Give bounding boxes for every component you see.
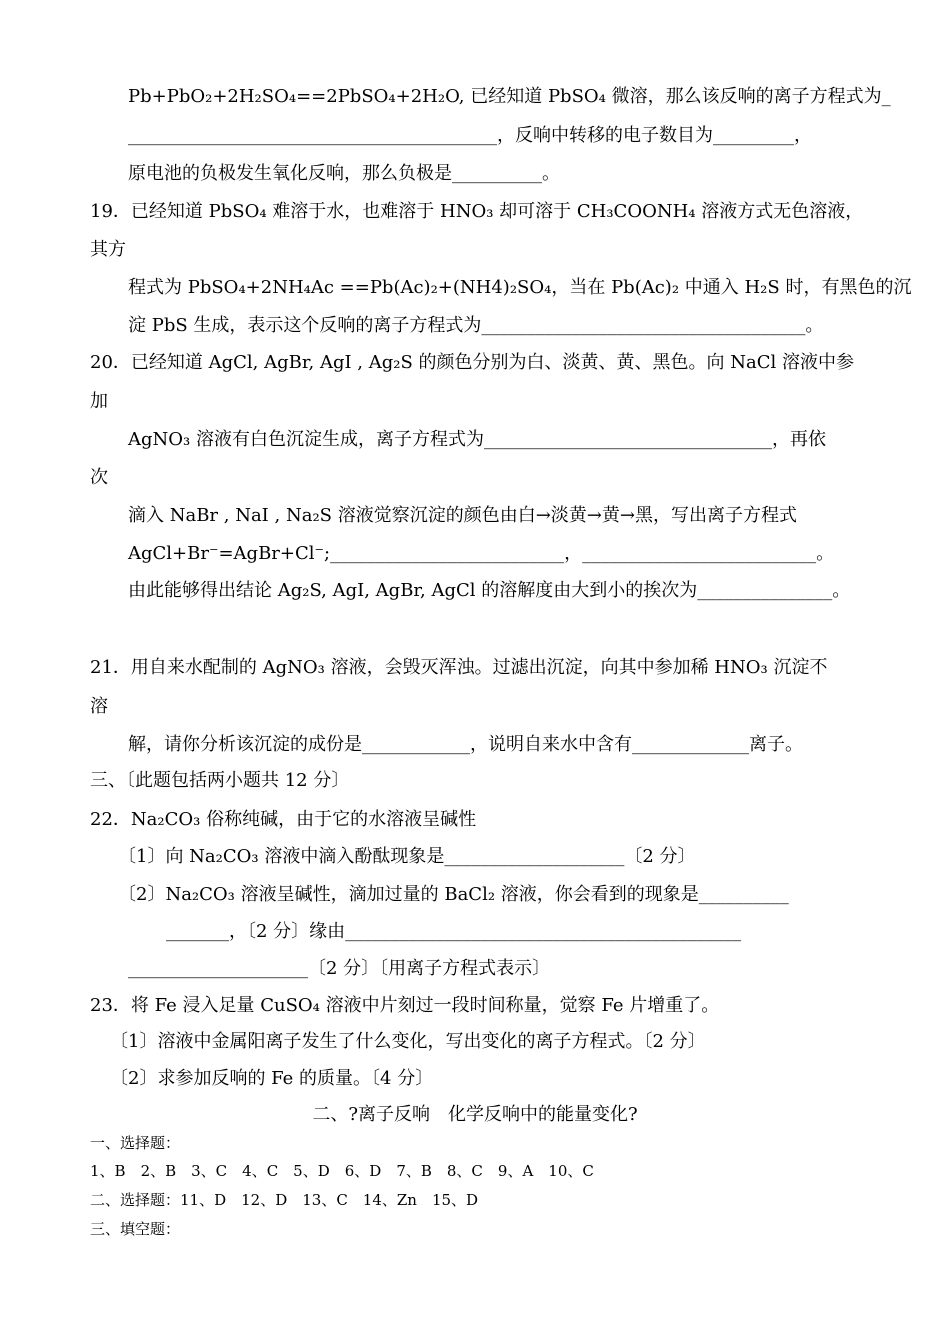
text-line: 〔2〕Na₂CO₃ 溶液呈碱性，滴加过量的 BaCl₂ 溶液，你会看到的现象是__________ xyxy=(118,884,789,905)
text-line: _________________________________________，反响中转移的电子数目为_________， xyxy=(128,125,812,146)
answer-heading: 一、选择题： xyxy=(90,1134,181,1152)
answer-line: 二、选择题：11、D 12、D 13、C 14、Zn 15、D xyxy=(90,1191,479,1209)
text-line: ____________________〔2 分〕〔用离子方程式表示〕 xyxy=(128,958,551,979)
answer-heading: 三、填空题： xyxy=(90,1220,181,1238)
text-line: 溶 xyxy=(90,696,108,717)
question-23: 23．将 Fe 浸入足量 CuSO₄ 溶液中片刻过一段时间称量，觉察 Fe 片增重了。 xyxy=(90,995,720,1016)
text-line: 由此能够得出结论 Ag₂S, AgI, AgBr, AgCl 的溶解度由大到小的挨次为_______________。 xyxy=(128,580,851,601)
text-line: 〔2〕求参加反响的 Fe 的质量。〔4 分〕 xyxy=(110,1068,434,1089)
text-line: 程式为 PbSO₄+2NH₄Ac ==Pb(Ac)₂+(NH4)₂SO₄，当在 Pb(Ac)₂ 中通入 H₂S 时，有黑色的沉 xyxy=(128,277,912,298)
question-19: 19．已经知道 PbSO₄ 难溶于水，也难溶于 HNO₃ 却可溶于 CH₃COONH₄ 溶液方式无色溶液， xyxy=(90,201,864,222)
text-line: 次 xyxy=(90,467,108,488)
text-line: Pb+PbO₂+2H₂SO₄==2PbSO₄+2H₂O, 已经知道 PbSO₄ 微溶，那么该反响的离子方程式为_ xyxy=(128,86,891,107)
text-line: 滴入 NaBr , NaI , Na₂S 溶液觉察沉淀的颜色由白→淡黄→黄→黑，写出离子方程式 xyxy=(128,505,797,526)
text-line: 其方 xyxy=(90,239,126,260)
answer-section-title: 二、?离子反响 化学反响中的能量变化? xyxy=(312,1104,638,1125)
text-line: 原电池的负极发生氧化反响，那么负极是__________。 xyxy=(128,163,560,184)
text-line: AgNO₃ 溶液有白色沉淀生成，离子方程式为________________________________，再依 xyxy=(128,429,826,450)
question-20: 20．已经知道 AgCl, AgBr, AgI , Ag₂S 的颜色分别为白、淡黄、黄、黑色。向 NaCl 溶液中参 xyxy=(90,352,854,373)
text-line: 淀 PbS 生成，表示这个反响的离子方程式为____________________________________。 xyxy=(128,315,824,336)
text-line: 〔1〕溶液中金属阳离子发生了什么变化，写出变化的离子方程式。〔2 分〕 xyxy=(110,1031,706,1052)
text-line: 加 xyxy=(90,391,108,412)
text-line: 〔1〕向 Na₂CO₃ 溶液中滴入酚酞现象是____________________〔2 分〕 xyxy=(118,846,696,867)
question-22: 22．Na₂CO₃ 俗称纯碱，由于它的水溶液呈碱性 xyxy=(90,809,477,830)
text-line: 解，请你分析该沉淀的成份是____________，说明自来水中含有_____________离子。 xyxy=(128,734,803,755)
text-line: _______，〔2 分〕缘由____________________________________________ xyxy=(166,921,742,942)
question-21: 21．用自来水配制的 AgNO₃ 溶液，会毁灭浑浊。过滤出沉淀，向其中参加稀 HNO₃ 沉淀不 xyxy=(90,657,828,678)
text-line: AgCl+Br⁻=AgBr+Cl⁻;__________________________，__________________________。 xyxy=(128,543,835,564)
section-heading: 三、〔此题包括两小题共 12 分〕 xyxy=(90,770,350,791)
answer-line: 1、B 2、B 3、C 4、C 5、D 6、D 7、B 8、C 9、A 10、C xyxy=(90,1162,594,1180)
